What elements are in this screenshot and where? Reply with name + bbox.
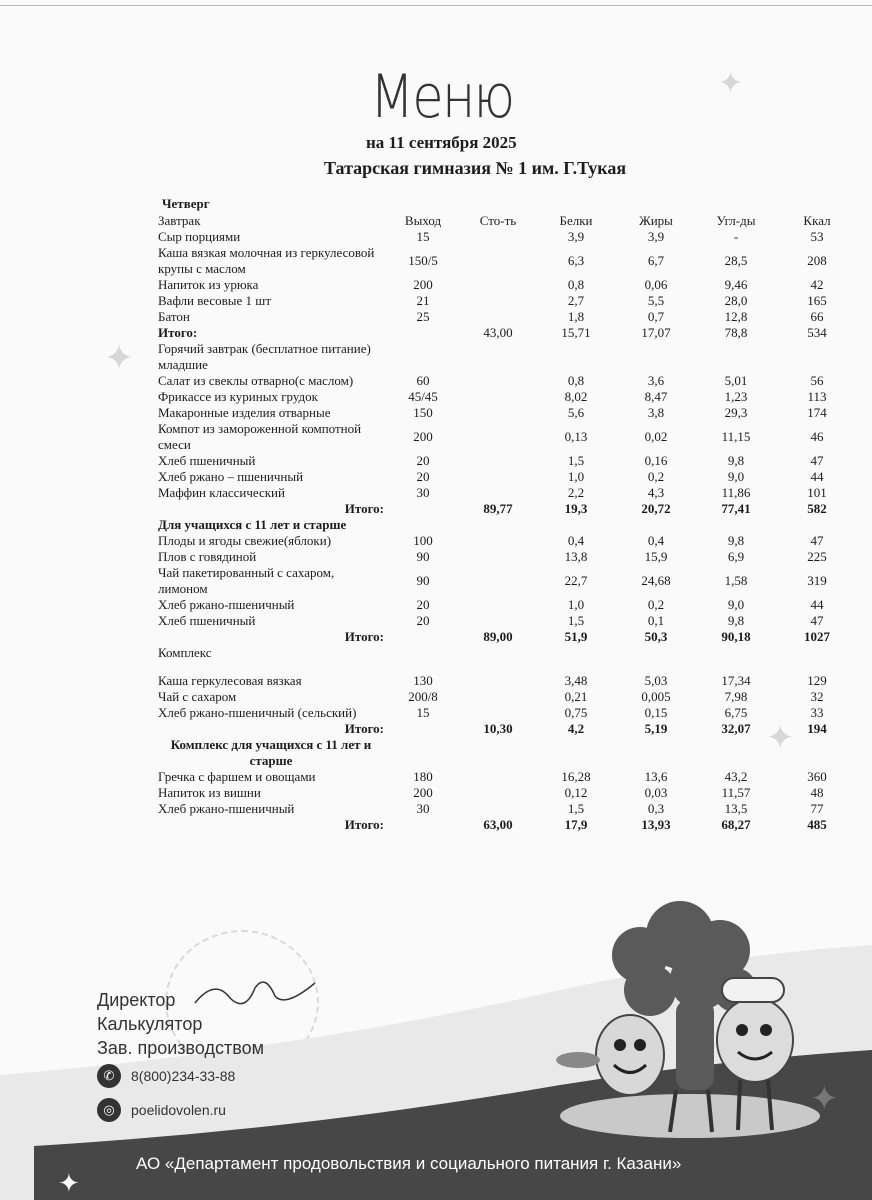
cell-p: 8,02: [564, 389, 588, 404]
cell-cost: [459, 769, 537, 785]
cell-f: 4,3: [647, 485, 665, 500]
cell-f: 0,02: [644, 429, 668, 444]
cell-k: 44: [810, 469, 824, 484]
cell-name: Макаронные изделия отварные: [158, 405, 331, 420]
cell-name: Чай пакетированный с сахаром, лимоном: [158, 565, 335, 596]
cell-out: [387, 661, 459, 673]
cell-cost: [459, 277, 537, 293]
cell-c: 28,5: [724, 253, 748, 268]
cell-c: 28,0: [724, 293, 748, 308]
total-row: [155, 817, 859, 833]
cell-f: 3,8: [647, 405, 665, 420]
cell-k: 174: [807, 405, 827, 420]
cell-name: Итого:: [344, 629, 384, 644]
cell-p: 1,0: [567, 469, 585, 484]
cell-name: Хлеб ржано-пшеничный: [158, 597, 295, 612]
phone-number: 8(800)234-33-88: [131, 1068, 236, 1084]
website: poelidovolen.ru: [131, 1102, 226, 1118]
cell-out: 21: [416, 293, 430, 308]
cell-c: 1,58: [724, 573, 748, 588]
cell-k: 77: [810, 801, 824, 816]
cell-out: 150/5: [408, 253, 438, 268]
cell-name: Батон: [158, 309, 190, 324]
sparkle-icon: ✦: [766, 718, 795, 758]
cell-p: 0,8: [567, 277, 585, 292]
cell-c: 9,8: [727, 453, 745, 468]
cell-c: 78,8: [724, 325, 748, 340]
cell-out: 30: [416, 485, 430, 500]
cell-c: 17,34: [721, 673, 751, 688]
table-row: [155, 785, 859, 801]
table-row: [155, 245, 859, 277]
cell-p: 1,5: [567, 613, 585, 628]
cell-p: 19,3: [564, 501, 588, 516]
cell-c: [697, 341, 775, 373]
cell-name: Для учащихся с 11 лет и старше: [158, 517, 347, 532]
cell-k: 208: [807, 253, 827, 268]
cell-out: 200: [413, 277, 433, 292]
cell-cost: 89,77: [483, 501, 513, 516]
cell-c: [697, 517, 775, 533]
cell-out: 60: [416, 373, 430, 388]
svg-text:✦: ✦: [58, 1169, 80, 1199]
table-row: [155, 421, 859, 453]
cell-p: 0,75: [564, 705, 588, 720]
cell-f: [615, 661, 697, 673]
cell-f: 5,03: [644, 673, 668, 688]
cell-name: Комплекс: [158, 645, 212, 660]
cell-f: 3,9: [647, 229, 665, 244]
cell-cost: [459, 421, 537, 453]
cell-k: [775, 645, 859, 661]
cell-c: 9,8: [727, 533, 745, 548]
table-row: [155, 769, 859, 785]
phone-icon: ✆: [97, 1064, 121, 1088]
menu-date: на 11 сентября 2025: [366, 133, 517, 152]
cell-name: Напиток из урюка: [158, 277, 259, 292]
cell-cost: Сто-ть: [479, 213, 517, 228]
signature-director: Директор: [97, 990, 176, 1010]
table-row: [155, 565, 859, 597]
cell-cost: [459, 597, 537, 613]
cell-cost: [459, 453, 537, 469]
cell-c: 68,27: [721, 817, 751, 832]
cell-f: 5,19: [644, 721, 668, 736]
cell-k: 165: [807, 293, 827, 308]
cell-cost: [459, 689, 537, 705]
cell-k: [775, 661, 859, 673]
cell-p: 3,48: [564, 673, 588, 688]
table-header-row: [155, 213, 859, 229]
table-row: [155, 309, 859, 325]
cell-c: 11,15: [721, 429, 751, 444]
cell-c: 9,46: [724, 277, 748, 292]
cell-cost: [459, 737, 537, 769]
cell-name: Итого:: [158, 325, 198, 340]
sparkle-icon: ✦: [104, 338, 135, 379]
cell-c: 9,0: [727, 597, 745, 612]
cell-p: 22,7: [564, 573, 588, 588]
cell-out: [387, 645, 459, 661]
cell-p: 0,8: [567, 373, 585, 388]
cell-f: 3,6: [647, 373, 665, 388]
cell-f: 17,07: [641, 325, 671, 340]
cell-f: 0,2: [647, 469, 665, 484]
cell-c: 11,86: [721, 485, 751, 500]
cell-p: [537, 517, 615, 533]
weekday: Четверг: [162, 196, 210, 211]
total-row: [155, 325, 859, 341]
cell-out: 30: [416, 801, 430, 816]
cell-k: 101: [807, 485, 827, 500]
table-row: [155, 341, 859, 373]
cell-c: 7,98: [724, 689, 748, 704]
signature-calculator: Калькулятор: [97, 1014, 203, 1034]
cell-c: 11,57: [721, 785, 751, 800]
cell-cost: [459, 565, 537, 597]
table-row: [155, 533, 859, 549]
cell-cost: [459, 517, 537, 533]
cell-cost: [459, 549, 537, 565]
cell-p: [537, 645, 615, 661]
cell-cost: [459, 485, 537, 501]
table-row: [155, 549, 859, 565]
cell-name: Плоды и ягоды свежие(яблоки): [158, 533, 332, 548]
cell-f: [615, 517, 697, 533]
cell-name: Хлеб пшеничный: [158, 613, 256, 628]
cell-f: 15,9: [644, 549, 668, 564]
cell-c: 90,18: [721, 629, 751, 644]
school-name: Татарская гимназия № 1 им. Г.Тукая: [324, 158, 627, 178]
sparkle-icon: ✦: [718, 66, 744, 101]
cell-name: Итого:: [344, 501, 384, 516]
cell-p: 0,4: [567, 533, 585, 548]
cell-k: Ккал: [803, 213, 831, 228]
cell-name: Чай с сахаром: [158, 689, 237, 704]
cell-p: 15,71: [561, 325, 591, 340]
cell-out: 150: [413, 405, 433, 420]
cell-f: 8,47: [644, 389, 668, 404]
cell-name: Горячий завтрак (бесплатное питание) младшие: [158, 341, 371, 372]
table-row: [155, 277, 859, 293]
cell-out: [387, 501, 459, 517]
globe-icon: ◎: [97, 1098, 121, 1122]
page-title: Меню: [370, 62, 514, 132]
cell-cost: [459, 785, 537, 801]
cell-f: [615, 737, 697, 769]
cell-f: [615, 645, 697, 661]
cell-cost: 63,00: [483, 817, 513, 832]
table-row: [155, 469, 859, 485]
table-row: [155, 229, 859, 245]
cell-p: [537, 737, 615, 769]
cell-name: Напиток из вишни: [158, 785, 261, 800]
cell-p: 51,9: [564, 629, 588, 644]
cell-out: 130: [413, 673, 433, 688]
cell-k: 534: [807, 325, 827, 340]
cell-name: [155, 661, 387, 673]
table-row: [155, 689, 859, 705]
cell-f: 0,3: [647, 801, 665, 816]
cell-f: 0,005: [641, 689, 671, 704]
cell-p: 1,8: [567, 309, 585, 324]
cell-cost: [459, 341, 537, 373]
cell-c: 9,0: [727, 469, 745, 484]
cell-f: 50,3: [644, 629, 668, 644]
total-row: [155, 721, 859, 737]
cell-out: 200: [413, 429, 433, 444]
cell-f: 13,93: [641, 817, 671, 832]
cell-name: Гречка с фаршем и овощами: [158, 769, 316, 784]
cell-f: 6,7: [647, 253, 665, 268]
cell-p: 1,5: [567, 801, 585, 816]
cell-cost: [459, 293, 537, 309]
cell-k: 33: [810, 705, 824, 720]
cell-out: [387, 737, 459, 769]
cell-name: Комплекс для учащихся с 11 лет и старше: [170, 737, 372, 768]
cell-c: [697, 645, 775, 661]
cell-c: 9,8: [727, 613, 745, 628]
contact-phone: [97, 1064, 235, 1088]
cell-c: Угл-ды: [716, 213, 756, 228]
cell-p: 0,12: [564, 785, 588, 800]
cell-k: 47: [810, 533, 824, 548]
cell-out: 15: [416, 705, 430, 720]
cell-out: [387, 325, 459, 341]
total-row: [155, 629, 859, 645]
cell-out: [387, 341, 459, 373]
cell-k: 319: [807, 573, 827, 588]
cell-out: 20: [416, 453, 430, 468]
cell-c: 43,2: [724, 769, 748, 784]
table-row: [155, 293, 859, 309]
cell-name: Каша геркулесовая вязкая: [158, 673, 302, 688]
svg-text:✦: ✦: [810, 1079, 839, 1119]
cell-p: 0,13: [564, 429, 588, 444]
cell-out: 25: [416, 309, 430, 324]
cell-f: 0,7: [647, 309, 665, 324]
cell-cost: [459, 389, 537, 405]
organization-name: АО «Департамент продовольствия и социального питания г. Казани»: [136, 1154, 682, 1173]
cell-k: [775, 737, 859, 769]
cell-f: 13,6: [644, 769, 668, 784]
cell-f: 0,1: [647, 613, 665, 628]
table-row: [155, 389, 859, 405]
cell-f: 24,68: [641, 573, 671, 588]
cell-k: 44: [810, 597, 824, 612]
signature: [190, 968, 320, 1013]
cell-out: 90: [416, 549, 430, 564]
cell-k: 582: [807, 501, 827, 516]
cell-k: 46: [810, 429, 824, 444]
cell-name: Каша вязкая молочная из геркулесовой крупы с маслом: [158, 245, 375, 276]
cell-p: 2,7: [567, 293, 585, 308]
cell-out: [387, 817, 459, 833]
cell-f: 20,72: [641, 501, 671, 516]
menu-table: [155, 213, 859, 833]
cell-cost: [459, 533, 537, 549]
cell-cost: [459, 309, 537, 325]
cell-k: 360: [807, 769, 827, 784]
cell-cost: 10,30: [483, 721, 513, 736]
table-row: [155, 613, 859, 629]
cell-name: Маффин классический: [158, 485, 285, 500]
cell-f: 0,4: [647, 533, 665, 548]
cell-k: 47: [810, 453, 824, 468]
table-row: [155, 661, 859, 673]
cell-c: [697, 737, 775, 769]
cell-p: 17,9: [564, 817, 588, 832]
cell-k: 47: [810, 613, 824, 628]
table-row: [155, 801, 859, 817]
cell-cost: [459, 613, 537, 629]
cell-f: 5,5: [647, 293, 665, 308]
cell-k: 42: [810, 277, 824, 292]
cell-cost: [459, 705, 537, 721]
cell-k: 1027: [804, 629, 830, 644]
cell-p: 13,8: [564, 549, 588, 564]
cell-f: 0,2: [647, 597, 665, 612]
cell-out: 100: [413, 533, 433, 548]
cell-c: 77,41: [721, 501, 751, 516]
cell-cost: [459, 373, 537, 389]
cell-name: Сыр порциями: [158, 229, 241, 244]
cell-p: 5,6: [567, 405, 585, 420]
cell-cost: 43,00: [483, 325, 513, 340]
cell-p: 16,28: [561, 769, 591, 784]
cell-name: Итого:: [344, 817, 384, 832]
cell-f: 0,16: [644, 453, 668, 468]
cell-k: 53: [810, 229, 824, 244]
cell-out: 20: [416, 597, 430, 612]
cell-k: 225: [807, 549, 827, 564]
cell-name: Завтрак: [158, 213, 201, 228]
cell-out: Выход: [404, 213, 442, 228]
table-row: [155, 673, 859, 689]
cell-cost: [459, 469, 537, 485]
table-row: [155, 737, 859, 769]
cell-f: Жиры: [639, 213, 673, 228]
cell-k: [775, 517, 859, 533]
cell-p: 2,2: [567, 485, 585, 500]
cell-p: Белки: [559, 213, 593, 228]
cell-c: 6,9: [727, 549, 745, 564]
cell-p: [537, 341, 615, 373]
cell-p: 4,2: [567, 721, 585, 736]
table-row: [155, 517, 859, 533]
cell-k: 66: [810, 309, 824, 324]
cell-k: 194: [807, 721, 827, 736]
cell-f: 0,03: [644, 785, 668, 800]
cell-k: 56: [810, 373, 824, 388]
table-row: [155, 373, 859, 389]
cell-cost: [459, 801, 537, 817]
table-row: [155, 597, 859, 613]
cell-c: -: [733, 229, 739, 244]
cell-c: 12,8: [724, 309, 748, 324]
cell-cost: [459, 245, 537, 277]
cell-cost: 89,00: [483, 629, 513, 644]
cell-k: 32: [810, 689, 824, 704]
cell-k: 48: [810, 785, 824, 800]
cell-out: 90: [416, 573, 430, 588]
cell-out: 180: [413, 769, 433, 784]
cell-p: 1,0: [567, 597, 585, 612]
total-row: [155, 501, 859, 517]
cell-p: [537, 661, 615, 673]
cell-name: Фрикассе из куриных грудок: [158, 389, 318, 404]
cell-name: Хлеб ржано – пшеничный: [158, 469, 304, 484]
cell-name: Салат из свеклы отварно(с маслом): [158, 373, 354, 388]
cell-c: 6,75: [724, 705, 748, 720]
cell-p: 6,3: [567, 253, 585, 268]
cell-c: [697, 661, 775, 673]
cell-out: [387, 629, 459, 645]
cell-p: 0,21: [564, 689, 588, 704]
cell-name: Хлеб ржано-пшеничный: [158, 801, 295, 816]
cell-name: Компот из замороженной компотной смеси: [158, 421, 362, 452]
cell-out: [387, 721, 459, 737]
cell-name: Вафли весовые 1 шт: [158, 293, 271, 308]
cell-cost: [459, 405, 537, 421]
cell-name: Итого:: [344, 721, 384, 736]
cell-out: [387, 517, 459, 533]
cell-c: 29,3: [724, 405, 748, 420]
cell-out: 20: [416, 613, 430, 628]
table-row: [155, 485, 859, 501]
cell-out: 200/8: [408, 689, 438, 704]
table-row: [155, 405, 859, 421]
cell-f: [615, 341, 697, 373]
top-scan-line: [0, 5, 872, 6]
cell-out: 200: [413, 785, 433, 800]
cell-name: Хлеб пшеничный: [158, 453, 256, 468]
cell-p: 1,5: [567, 453, 585, 468]
cell-name: Хлеб ржано-пшеничный (сельский): [158, 705, 357, 720]
cell-out: 45/45: [408, 389, 438, 404]
cell-cost: [459, 673, 537, 689]
cell-p: 3,9: [567, 229, 585, 244]
cell-cost: [459, 645, 537, 661]
cell-k: 485: [807, 817, 827, 832]
cell-c: 32,07: [721, 721, 751, 736]
cell-c: 1,23: [724, 389, 748, 404]
table-row: [155, 453, 859, 469]
cell-c: 13,5: [724, 801, 748, 816]
cell-c: 5,01: [724, 373, 748, 388]
cell-k: 129: [807, 673, 827, 688]
signature-production: Зав. производством: [97, 1038, 264, 1058]
cell-k: 113: [807, 389, 827, 404]
cell-f: 0,06: [644, 277, 668, 292]
cell-k: [775, 341, 859, 373]
cell-name: Плов с говядиной: [158, 549, 257, 564]
table-row: [155, 645, 859, 661]
cell-out: 15: [416, 229, 430, 244]
cell-cost: [459, 661, 537, 673]
cell-out: 20: [416, 469, 430, 484]
cell-cost: [459, 229, 537, 245]
table-row: [155, 705, 859, 721]
cell-f: 0,15: [644, 705, 668, 720]
contact-site: [97, 1098, 226, 1122]
